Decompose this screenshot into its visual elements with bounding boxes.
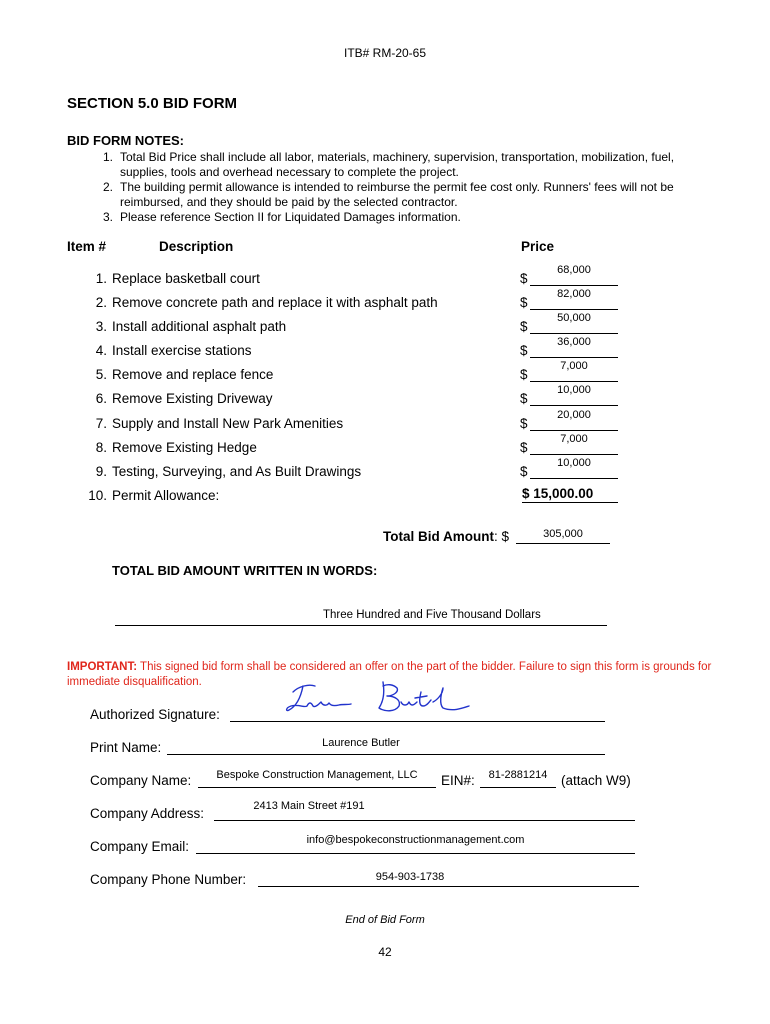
total-bid-value[interactable]: 305,000 [543, 528, 583, 540]
item-number: 10. [88, 488, 107, 503]
bid-item-row [88, 457, 628, 484]
price-line [530, 478, 618, 479]
dollar-sign: $ [520, 319, 528, 334]
item-description: Testing, Surveying, and As Built Drawings [112, 464, 362, 479]
item-description: Remove Existing Hedge [112, 440, 257, 455]
dollar-sign: $ [520, 295, 528, 310]
company-name-line [198, 787, 436, 788]
notes-list [67, 150, 697, 225]
item-description: Remove concrete path and replace it with asphalt path [112, 295, 438, 310]
end-of-form-text: End of Bid Form [345, 914, 425, 926]
item-number: 3. [95, 319, 107, 334]
ein-value[interactable]: 81-2881214 [488, 769, 548, 781]
item-number: 8. [95, 440, 107, 455]
attach-w9-note: (attach W9) [561, 773, 631, 788]
price-line [530, 405, 618, 406]
total-dollar-sign: : $ [493, 529, 509, 544]
column-header-price: Price [521, 239, 555, 254]
signature-label: Authorized Signature: [90, 707, 220, 722]
company-name-label: Company Name: [90, 773, 192, 788]
price-line [530, 454, 618, 455]
ein-line [480, 787, 556, 788]
company-name-value[interactable]: Bespoke Construction Management, LLC [216, 769, 418, 781]
print-name-value[interactable]: Laurence Butler [322, 737, 400, 749]
dollar-sign: $ [520, 440, 528, 455]
company-phone-label: Company Phone Number: [90, 872, 247, 887]
signature-image [283, 672, 473, 720]
important-text: This signed bid form shall be considered an offer on the part of the bidder. Failure to sign this form is grounds for immediate disqualification. [67, 661, 712, 688]
company-address-line [214, 820, 635, 821]
dollar-sign: $ [520, 271, 528, 286]
item-description: Install additional asphalt path [112, 319, 287, 334]
company-address-label: Company Address: [90, 806, 205, 821]
total-bid-label [383, 529, 509, 544]
item-number: 7. [95, 416, 107, 431]
section-title: SECTION 5.0 BID FORM [67, 95, 238, 112]
permit-price: $ 15,000.00 [522, 486, 594, 501]
company-phone-value[interactable]: 954-903-1738 [375, 871, 445, 883]
company-email-value[interactable]: info@bespokeconstructionmanagement.com [306, 834, 525, 846]
price-line [530, 430, 618, 431]
price-line [530, 381, 618, 382]
item-price[interactable]: 7,000 [560, 360, 588, 372]
item-number: 9. [95, 464, 107, 479]
dollar-sign: $ [520, 391, 528, 406]
item-price[interactable]: 10,000 [557, 457, 591, 469]
company-address-value[interactable]: 2413 Main Street #191 [253, 800, 365, 812]
company-email-label: Company Email: [90, 839, 190, 854]
item-description: Remove and replace fence [112, 367, 274, 382]
note-item [67, 210, 697, 225]
item-number: 4. [95, 343, 107, 358]
ein-label: EIN#: [441, 773, 475, 788]
price-line [530, 333, 618, 334]
words-title: TOTAL BID AMOUNT WRITTEN IN WORDS: [112, 563, 378, 578]
note-item [67, 150, 697, 180]
column-header-item: Item # [67, 239, 107, 254]
item-number: 2. [95, 295, 107, 310]
print-name-line [167, 754, 605, 755]
column-header-description: Description [159, 239, 234, 254]
dollar-sign: $ [520, 464, 528, 479]
item-price[interactable]: 36,000 [557, 336, 591, 348]
document-header: ITB# RM-20-65 [343, 46, 427, 60]
item-description: Replace basketball court [112, 271, 260, 286]
item-description: Supply and Install New Park Amenities [112, 416, 344, 431]
signature-field[interactable] [230, 721, 605, 722]
dollar-sign: $ [520, 416, 528, 431]
print-name-label: Print Name: [90, 740, 162, 755]
item-price[interactable]: 82,000 [557, 288, 591, 300]
item-number: 1. [95, 271, 107, 286]
dollar-sign: $ [520, 367, 528, 382]
item-price[interactable]: 10,000 [557, 384, 591, 396]
item-description: Remove Existing Driveway [112, 391, 273, 406]
note-text: Total Bid Price shall include all labor, materials, machinery, supervision, transportation, mobilization, fuel, supplies, tools and overhead necessary to complete the project. [120, 150, 675, 179]
price-line [530, 309, 618, 310]
note-number: 3. [102, 210, 113, 224]
price-line [530, 285, 618, 286]
item-price[interactable]: 68,000 [557, 264, 591, 276]
dollar-sign: $ [520, 343, 528, 358]
item-price[interactable]: 50,000 [557, 312, 591, 324]
total-in-words[interactable]: Three Hundred and Five Thousand Dollars [323, 609, 541, 621]
permit-allowance-row [88, 488, 628, 508]
note-item [67, 180, 697, 210]
price-line [522, 502, 618, 503]
company-email-line [196, 853, 635, 854]
item-number: 5. [95, 367, 107, 382]
note-number: 1. [102, 150, 113, 164]
important-label: IMPORTANT: [67, 661, 138, 673]
words-line [115, 625, 607, 626]
note-number: 2. [102, 180, 113, 194]
total-line [516, 543, 610, 544]
item-price[interactable]: 20,000 [557, 409, 591, 421]
price-line [530, 357, 618, 358]
note-text: Please reference Section II for Liquidated Damages information. [120, 210, 461, 224]
item-number: 6. [95, 391, 107, 406]
note-text: The building permit allowance is intended to reimburse the permit fee cost only. Runners' fees will not be reimbursed, and they should be paid by the selected contractor. [120, 180, 674, 209]
item-description: Install exercise stations [112, 343, 252, 358]
page-number: 42 [378, 945, 392, 959]
bid-item-row [88, 384, 628, 411]
total-label-text: Total Bid Amount [383, 529, 494, 544]
company-phone-line [258, 886, 639, 887]
item-description: Permit Allowance: [112, 488, 220, 503]
notes-title: BID FORM NOTES: [67, 133, 184, 148]
item-price[interactable]: 7,000 [560, 433, 588, 445]
